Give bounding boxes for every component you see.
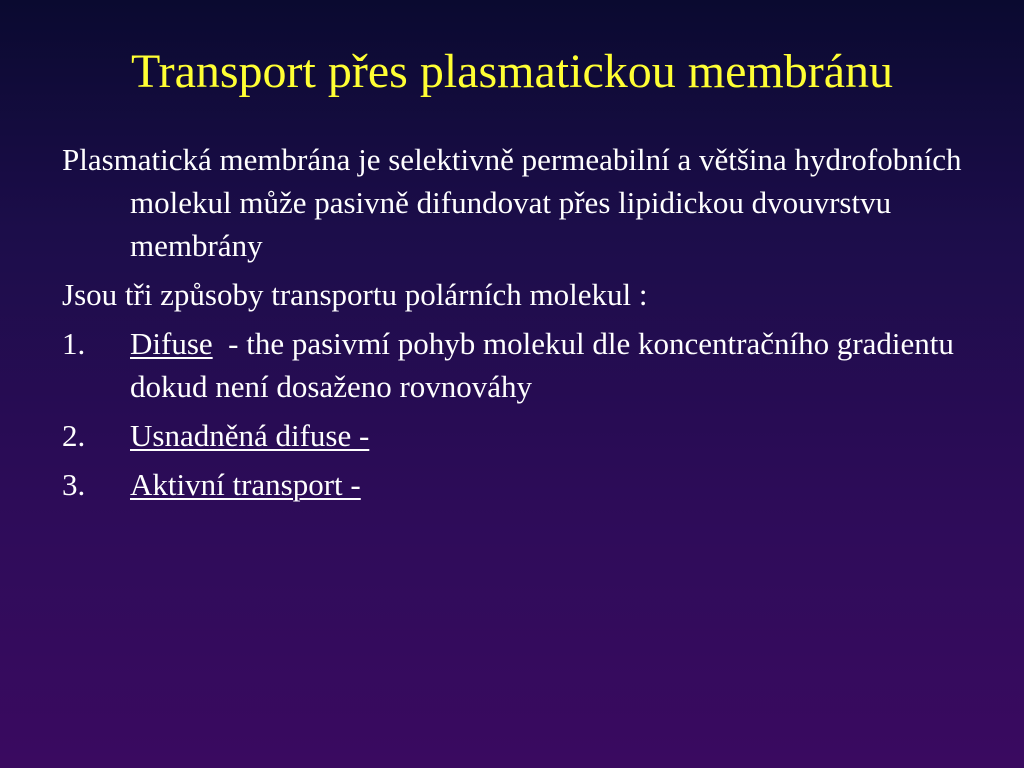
term-usnadnena-difuse: Usnadněná difuse -: [130, 418, 370, 453]
slide-body: [62, 138, 962, 512]
list-number: 2.: [62, 418, 86, 453]
list-text: [130, 322, 962, 408]
slide-title: Transport přes plasmatickou membránu: [130, 45, 894, 98]
term-difuse: Difuse: [130, 326, 213, 361]
list-item-usnadnena-difuse: [62, 414, 962, 457]
list-text: [130, 414, 962, 457]
list-item-difuse: [62, 322, 962, 408]
paragraph-transport-modes: Jsou tři způsoby transportu polárních molekul :: [62, 277, 648, 312]
term-description: - the pasivmí pohyb molekul dle koncentračního gradientu dokud není dosaženo rovnováhy: [130, 326, 962, 404]
list-number: 3.: [62, 467, 86, 502]
list-number: 1.: [62, 326, 86, 361]
list-text: [130, 463, 962, 506]
term-aktivni-transport: Aktivní transport -: [130, 467, 361, 502]
paragraph-membrane-permeability: Plasmatická membrána je selektivně permeabilní a většina hydrofobních molekul může pasivně difundovat přes lipidickou dvouvrstvu membrány: [62, 142, 962, 263]
list-item-aktivni-transport: [62, 463, 962, 506]
